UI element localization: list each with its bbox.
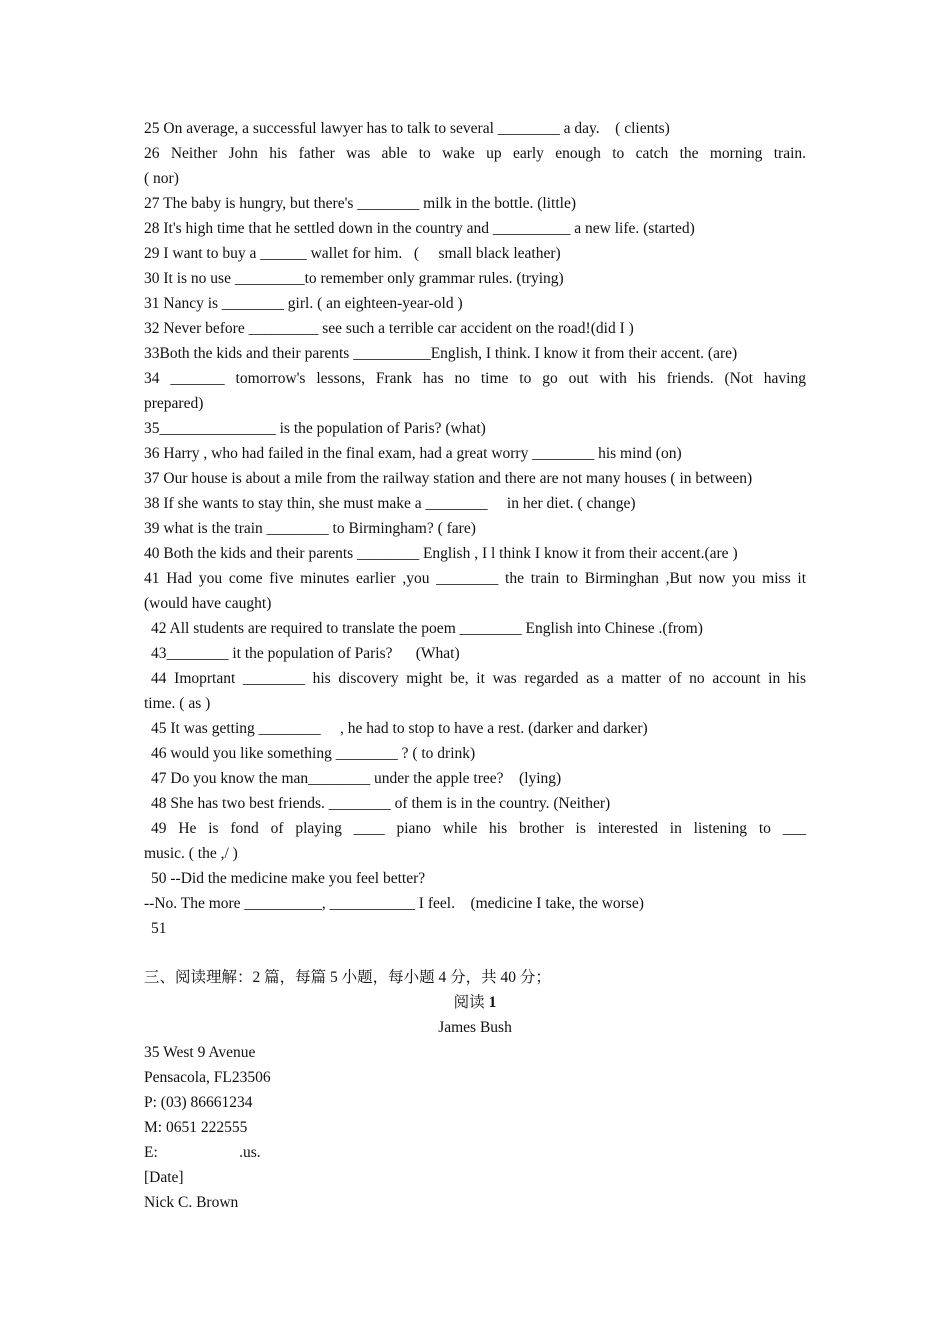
question-line: 42 All students are required to translate the poem ________ English into Chinese .(from)	[151, 620, 703, 637]
section-heading: 三、阅读理解：2 篇，每篇 5 小题，每小题 4 分，共 40 分；	[144, 969, 551, 986]
question-line: music. ( the ,/ )	[144, 845, 238, 862]
question-line: 26 Neither John his father was able to wake up early enough to catch the morning train.	[144, 145, 806, 162]
question-line: 51	[151, 920, 167, 937]
question-line: 48 She has two best friends. ________ of them is in the country. (Neither)	[151, 795, 611, 812]
question-line: 47 Do you know the man________ under the apple tree? (lying)	[151, 770, 562, 787]
question-line: 44 Imoprtant ________ his discovery might be, it was regarded as a matter of no account in his	[151, 670, 806, 687]
question-line: prepared)	[144, 395, 204, 412]
question-line: 43________ it the population of Paris? (What)	[151, 645, 460, 662]
reading-title-number: 1	[488, 994, 497, 1011]
question-line: 41 Had you come five minutes earlier ,you ________ the train to Birminghan ,But now you miss it	[144, 570, 806, 587]
question-line: 40 Both the kids and their parents ________ English , I l think I know it from their accent.(are )	[144, 545, 738, 562]
question-line: 38 If she wants to stay thin, she must make a ________ in her diet. ( change)	[144, 495, 636, 512]
question-line: (would have caught)	[144, 595, 272, 612]
question-line: 29 I want to buy a ______ wallet for him. ( small black leather)	[144, 245, 561, 262]
question-line: 45 It was getting ________ , he had to stop to have a rest. (darker and darker)	[151, 720, 648, 737]
reading-title	[144, 993, 806, 1013]
question-line: 39 what is the train ________ to Birmingham? ( fare)	[144, 520, 476, 537]
question-line: 28 It's high time that he settled down in the country and __________ a new life. (started)	[144, 220, 695, 237]
question-line: 34 _______ tomorrow's lessons, Frank has no time to go out with his friends. (Not having	[144, 370, 806, 387]
reading-title-text: 阅读	[453, 994, 489, 1011]
question-line: 31 Nancy is ________ girl. ( an eighteen-year-old )	[144, 295, 463, 312]
address-line: P: (03) 86661234	[144, 1094, 253, 1111]
question-line: 50 --Did the medicine make you feel better?	[151, 870, 426, 887]
letter-sender-name: James Bush	[438, 1019, 512, 1036]
address-line: [Date]	[144, 1169, 184, 1186]
question-line: 27 The baby is hungry, but there's ________ milk in the bottle. (little)	[144, 195, 576, 212]
address-line: E: .us.	[144, 1144, 261, 1161]
question-line: --No. The more __________, ___________ I feel. (medicine I take, the worse)	[144, 895, 644, 912]
question-line: time. ( as )	[144, 695, 211, 712]
question-line: 30 It is no use _________to remember only grammar rules. (trying)	[144, 270, 564, 287]
question-line: 25 On average, a successful lawyer has to talk to several ________ a day. ( clients)	[144, 120, 670, 137]
question-line: 33Both the kids and their parents __________English, I think. I know it from their accent. (are)	[144, 345, 738, 362]
address-line: Nick C. Brown	[144, 1194, 239, 1211]
question-line: ( nor)	[144, 170, 179, 187]
address-line: M: 0651 222555	[144, 1119, 248, 1136]
address-line: 35 West 9 Avenue	[144, 1044, 256, 1061]
question-line: 46 would you like something ________ ? ( to drink)	[151, 745, 476, 762]
question-line: 49 He is fond of playing ____ piano while his brother is interested in listening to ___	[151, 820, 806, 837]
question-line: 35_______________ is the population of Paris? (what)	[144, 420, 486, 437]
question-line: 32 Never before _________ see such a terrible car accident on the road!(did I )	[144, 320, 634, 337]
question-line: 36 Harry , who had failed in the final exam, had a great worry ________ his mind (on)	[144, 445, 682, 462]
question-line: 37 Our house is about a mile from the railway station and there are not many houses ( in between)	[144, 470, 753, 487]
address-line: Pensacola, FL23506	[144, 1069, 271, 1086]
